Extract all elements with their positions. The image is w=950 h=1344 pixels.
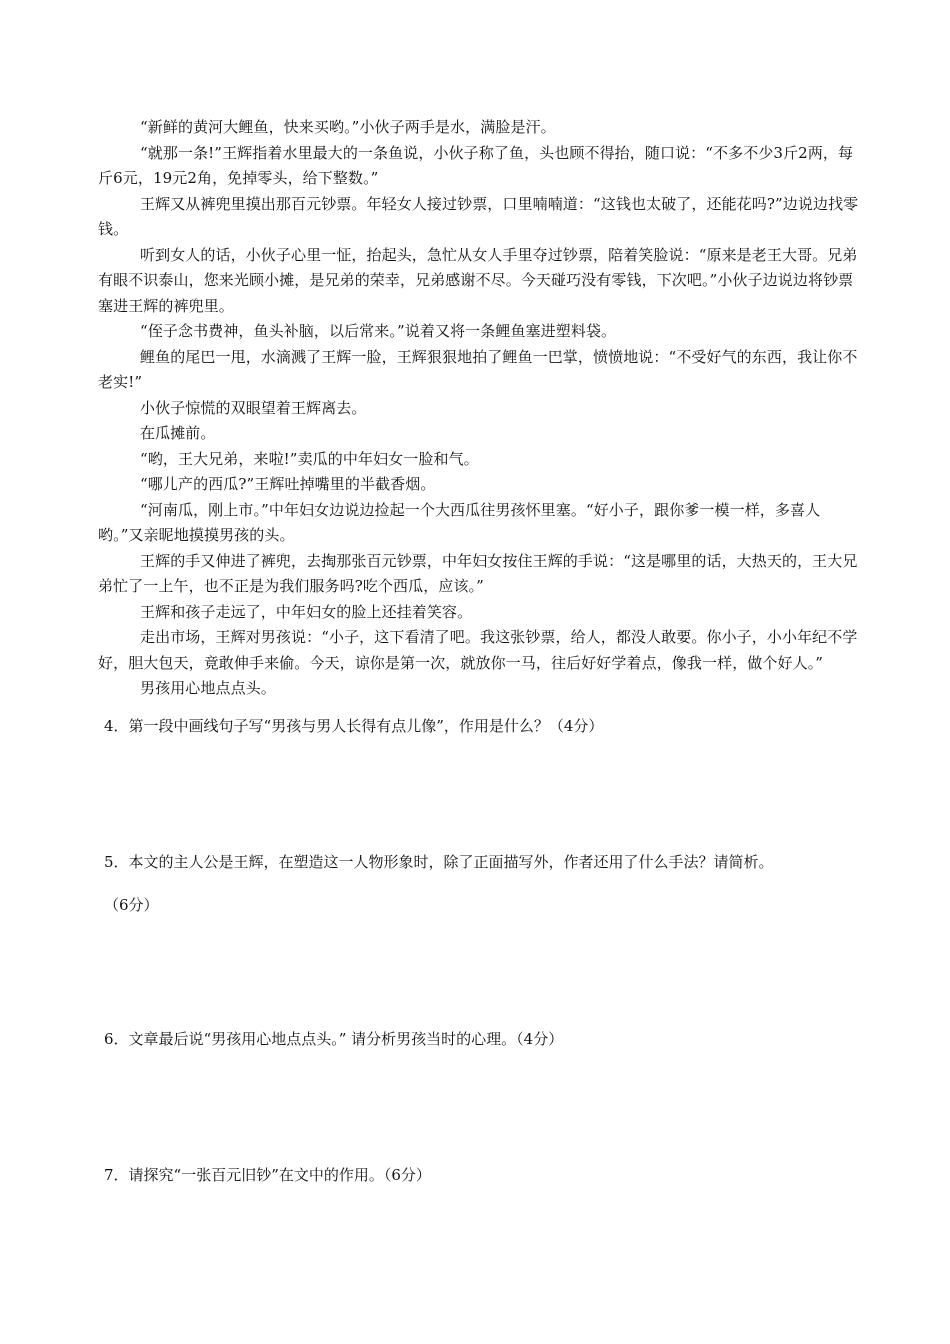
passage-paragraph-15: 男孩用心地点点头。 (140, 679, 276, 697)
passage-paragraph-13: 王辉和孩子走远了，中年妇女的脸上还挂着笑容。 (140, 602, 473, 621)
passage-paragraph-6: 鲤鱼的尾巴一甩，水滴溅了王辉一脸，王辉狠狠地拍了鲤鱼一巴掌，愤愤地说：“不受好气的东西，我让你不老实!” (98, 347, 858, 391)
passage-paragraph-14: 走出市场，王辉对男孩说：“小子，这下看清了吧。我这张钞票，给人，都没人敢要。你小子，小小年纪不学好，胆大包天，竟敢伸手来偷。今天，谅你是第一次，就放你一马，往后好好学着点，像我一样，做个好人。” (98, 628, 858, 672)
reading-passage (98, 115, 862, 702)
passage-paragraph-11: “河南瓜，刚上市。”中年妇女边说边捡起一个大西瓜往男孩怀里塞。“好小子，跟你爹一模一样，多喜人哟。”又亲昵地摸摸男孩的头。 (98, 500, 821, 544)
answer-area-5[interactable] (104, 925, 860, 1020)
answer-area-4[interactable] (104, 745, 860, 845)
passage-paragraph-4: 听到女人的话，小伙子心里一怔，抬起头，急忙从女人手里夺过钞票，陪着笑脸说：“原来是老王大哥。兄弟有眼不识泰山，您来光顾小摊，是兄弟的荣幸，兄弟感谢不尽。今天碰巧没有零钱，下次吧。”小伙子边说边将钞票塞进王辉的裤兜里。 (98, 245, 858, 315)
passage-paragraph-2: “就那一条!”王辉指着水里最大的一条鱼说，小伙子称了鱼，头也顾不得抬，随口说：“不多不少3斤2两，每斤6元，19元2角，免掉零头，给下整数。” (98, 143, 854, 187)
question-6: 6．文章最后说“男孩用心地点点头。” 请分析男孩当时的心理。（4分） (104, 1030, 564, 1048)
question-4: 4．第一段中画线句子写“男孩与男人长得有点儿像”，作用是什么？（4分） (104, 717, 604, 735)
passage-paragraph-3: 王辉又从裤兜里摸出那百元钞票。年轻女人接过钞票，口里喃喃道：“这钱也太破了，还能花吗?”边说边找零钱。 (98, 194, 859, 238)
passage-paragraph-12: 王辉的手又伸进了裤兜，去掏那张百元钞票，中年妇女按住王辉的手说：“这是哪里的话，大热天的，王大兄弟忙了一上午，也不正是为我们服务吗?吃个西瓜，应该。” (98, 551, 858, 595)
question-7: 7．请探究“一张百元旧钞”在文中的作用。（6分） (104, 1166, 431, 1184)
question-5-score: （6分） (104, 896, 159, 914)
passage-paragraph-5: “侄子念书费神，鱼头补脑，以后常来。”说着又将一条鲤鱼塞进塑料袋。 (140, 322, 617, 340)
passage-paragraph-8: 在瓜摊前。 (140, 424, 216, 442)
answer-area-7[interactable] (104, 1195, 860, 1315)
question-5: 5．本文的主人公是王辉，在塑造这一人物形象时，除了正面描写外，作者还用了什么手法？请简析。 (104, 853, 774, 871)
passage-paragraph-10: “哪儿产的西瓜?”王辉吐掉嘴里的半截香烟。 (140, 475, 436, 493)
passage-paragraph-9: “哟，王大兄弟，来啦!”卖瓜的中年妇女一脸和气。 (140, 449, 479, 468)
passage-paragraph-1: “新鲜的黄河大鲤鱼，快来买哟。”小伙子两手是水，满脸是汗。 (140, 118, 556, 136)
passage-paragraph-7: 小伙子惊慌的双眼望着王辉离去。 (140, 398, 367, 417)
answer-area-6[interactable] (104, 1058, 860, 1158)
